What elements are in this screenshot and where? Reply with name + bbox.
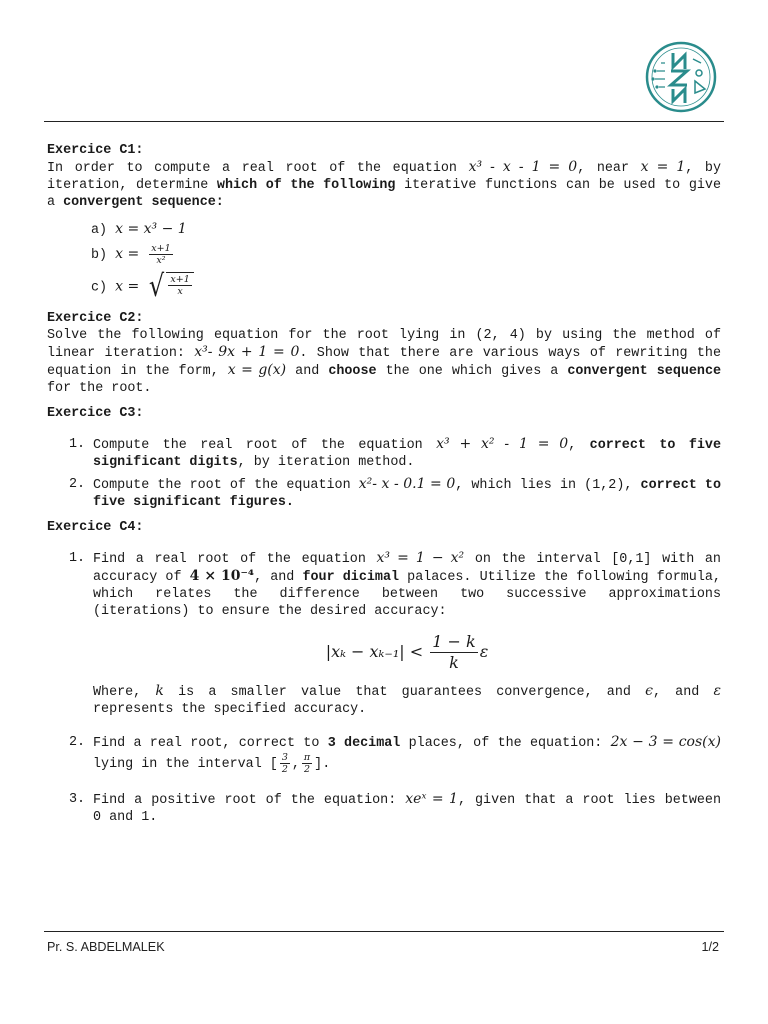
exercise-c3-list	[47, 436, 721, 511]
exercise-c1-statement: In order to compute a real root of the equation x³ - x - 1 = 0, near x = 1, by iteration, determine which of the following iterative functions can be used to give a convergent sequence:	[47, 159, 721, 210]
exercise-c3-title: Exercice C3:	[47, 406, 144, 422]
exercise-c4-list	[47, 550, 721, 826]
list-item: 2. Compute the root of the equation x²- x - 0.1 = 0, which lies in (1,2), correct to five significant figures.	[69, 476, 721, 511]
exercise-c2-title: Exercice C2:	[47, 311, 144, 327]
accuracy-formula: |xₖ − xₖ₋₁| < $\frac{1 - k}{k}$ ε	[325, 632, 489, 673]
footer-rule	[44, 931, 724, 932]
list-item: 2. Find a real root, correct to 3 decimal places, of the equation: 2x − 3 = cos(x) lying in the interval [ $\frac{3}{2}$ , $\frac{\pi}{2}$ ].	[69, 734, 721, 776]
document-body	[47, 142, 721, 826]
option-a: a) x = x³ − 1	[91, 221, 187, 238]
exercise-c1-title: Exercice C1:	[47, 143, 144, 158]
formula-explanation: Where, k is a smaller value that guarantees convergence, and ϵ, and ε represents the specified accuracy.	[93, 683, 721, 718]
list-item: 1. Find a real root of the equation x³ = 1 − x² on the interval [0,1] with an accuracy of 4 × 10⁻⁴, and four dicimal palaces. Utilize the following formula, which relates the difference between two successive approximations (iterations) to ensure the desired accuracy: |xₖ − xₖ₋₁| < $\frac{1 - k}{k}$ ε Where, k is a smaller value that guarantees convergence, and ϵ, and ε represents the specified accuracy.	[69, 550, 721, 718]
list-item: 3. Find a positive root of the equation: xeˣ = 1, given that a root lies between 0 and 1.	[69, 791, 721, 826]
option-b: b) x = $\frac{x+1}{\text{x²}}$	[91, 243, 171, 266]
header-rule	[44, 121, 724, 122]
list-item: 1. Compute the real root of the equation x³ + x² - 1 = 0, correct to five significant digits, by iteration method.	[69, 436, 721, 471]
institution-logo	[643, 41, 719, 113]
option-c: c) x = √ $\frac{x+1}{x}$	[91, 272, 721, 302]
page-number: 1/2	[701, 940, 719, 954]
exercise-c4-title: Exercice C4:	[47, 520, 144, 536]
footer-author: Pr. S. ABDELMALEK	[47, 940, 165, 954]
exercise-c2-statement: Solve the following equation for the root lying in (2, 4) by using the method of linear iteration: x³- 9x + 1 = 0. Show that there are various ways of rewriting the equation in the form, x = g(x) and choose the one which gives a convergent sequence for the root.	[47, 328, 722, 397]
